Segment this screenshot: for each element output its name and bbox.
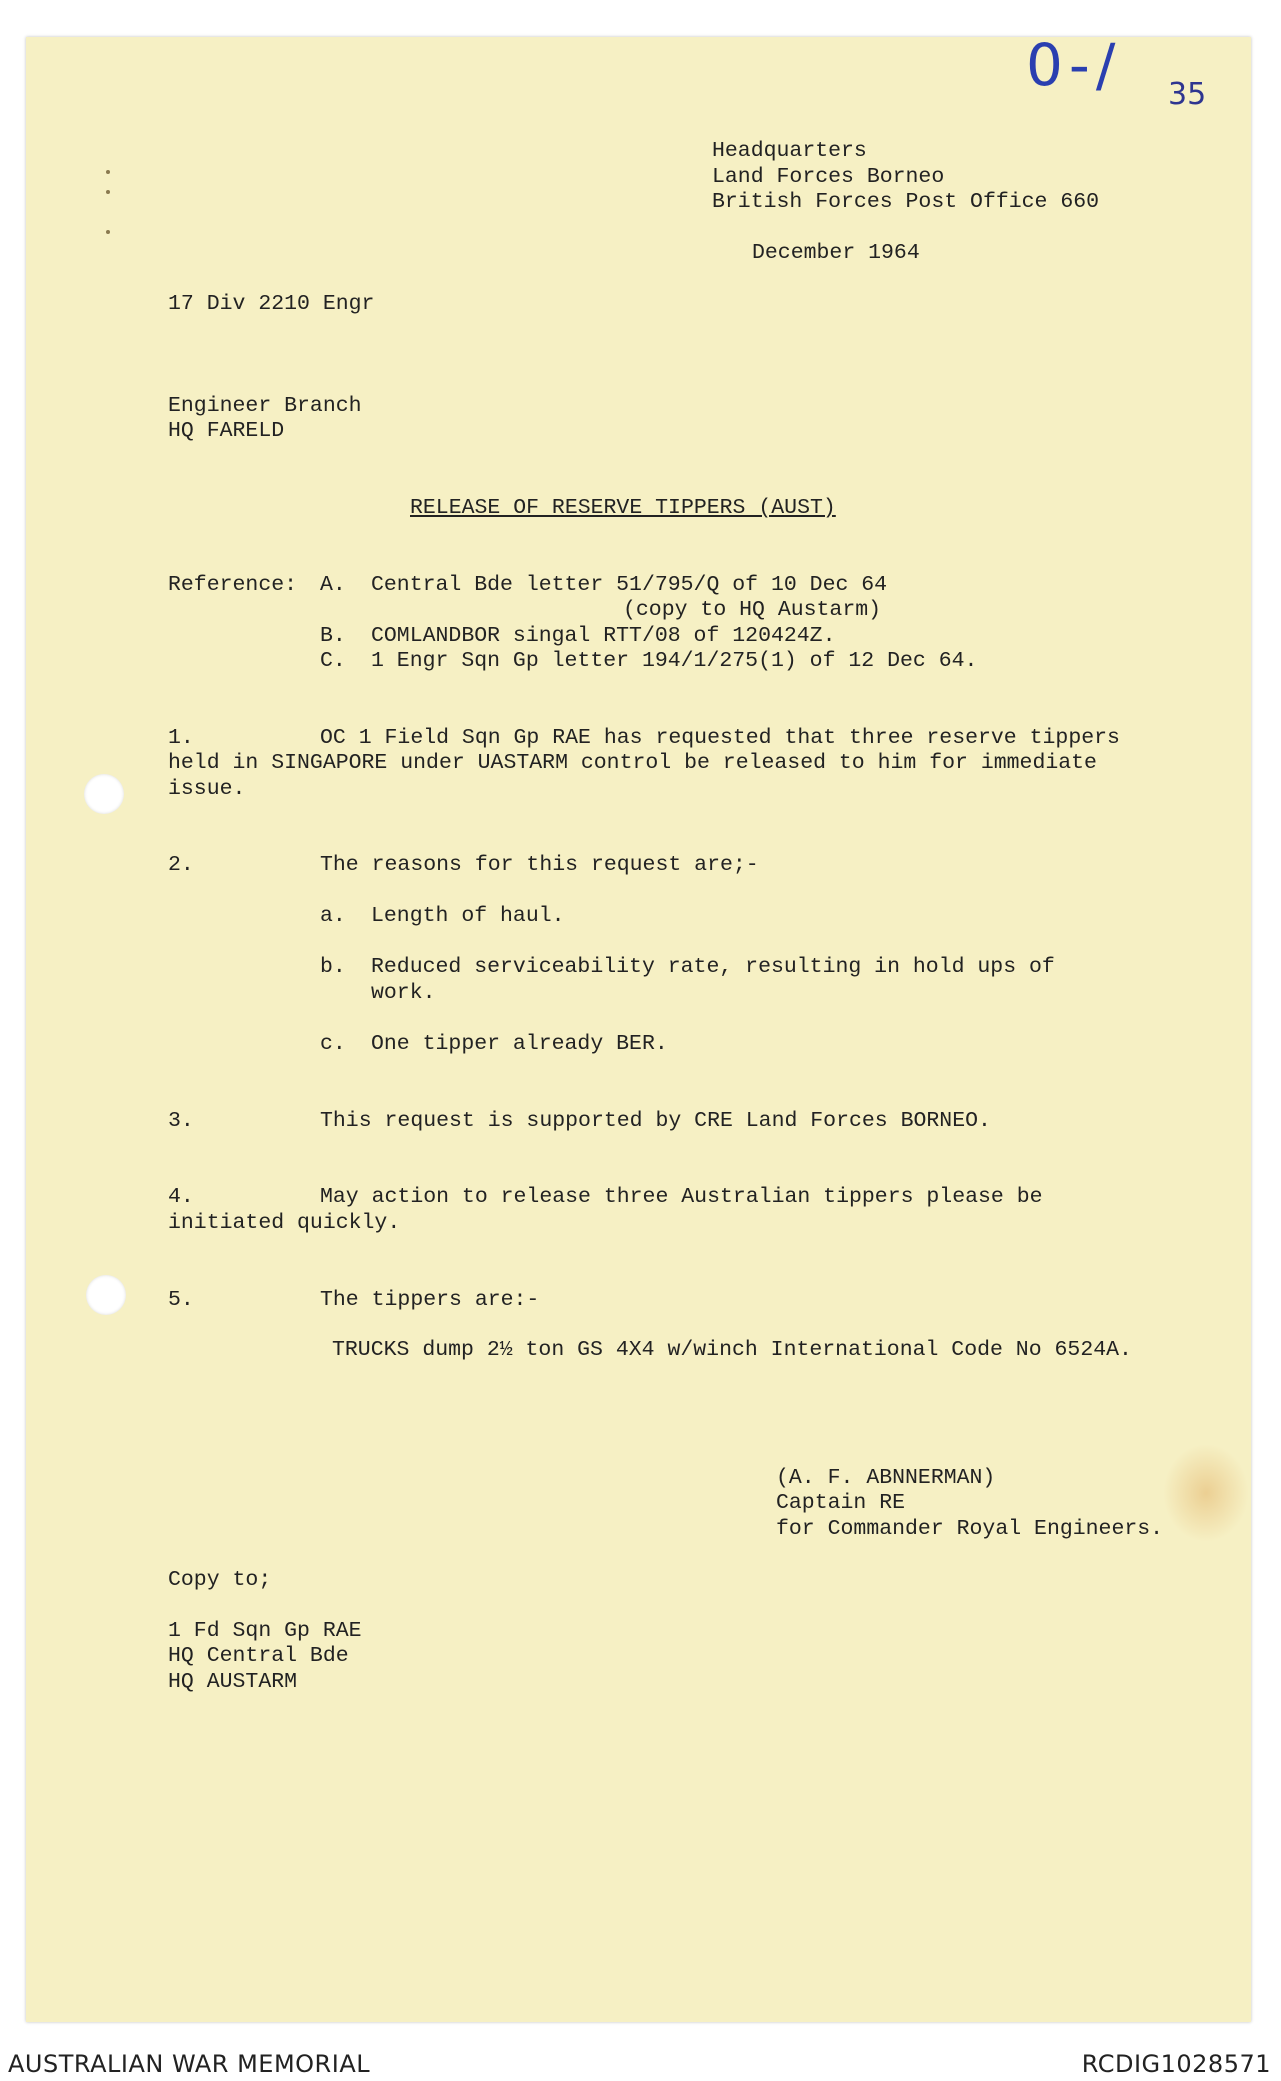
file-reference: 17 Div 2210 Engr xyxy=(168,292,375,316)
reference-text: (copy to HQ Austarm) xyxy=(623,598,882,622)
archive-credit: AUSTRALIAN WAR MEMORIAL xyxy=(8,2050,371,2078)
subparagraph-letter: c. xyxy=(320,1032,346,1056)
signatory-rank: Captain RE xyxy=(776,1491,906,1515)
subparagraph-letter: a. xyxy=(320,904,346,928)
document-page xyxy=(26,31,1251,2022)
reference-text: COMLANDBOR singal RTT/08 of 120424Z. xyxy=(371,624,836,648)
paragraph-number: 1. xyxy=(168,726,194,750)
punch-hole xyxy=(84,774,124,814)
handwritten-page-number: 35 xyxy=(1168,77,1207,112)
subparagraph-text: Length of haul. xyxy=(371,904,565,928)
handwritten-folio-mark: 0-/ xyxy=(1026,31,1122,99)
recipient-line: HQ FARELD xyxy=(168,419,285,443)
paragraph-number: 2. xyxy=(168,853,194,877)
subject-heading: RELEASE OF RESERVE TIPPERS (AUST) xyxy=(410,496,836,520)
paragraph-text: May action to release three Australian tippers please be xyxy=(320,1185,1043,1209)
paragraph-text: initiated quickly. xyxy=(168,1211,401,1235)
reference-letter: C. xyxy=(320,649,346,673)
reference-letter: A. xyxy=(320,573,346,597)
paragraph-number: 4. xyxy=(168,1185,194,1209)
reference-text: Central Bde letter 51/795/Q of 10 Dec 64 xyxy=(371,573,888,597)
signatory-role: for Commander Royal Engineers. xyxy=(776,1517,1164,1541)
signatory-name: (A. F. ABNNERMAN) xyxy=(776,1466,996,1490)
binding-mark xyxy=(106,190,110,194)
paragraph-text: The tippers are:- xyxy=(320,1288,540,1312)
sender-line: Land Forces Borneo xyxy=(712,165,945,189)
sender-line: British Forces Post Office 660 xyxy=(712,190,1100,214)
paragraph-text: The reasons for this request are;- xyxy=(320,853,759,877)
copy-to-label: Copy to; xyxy=(168,1568,272,1592)
copy-to-item: 1 Fd Sqn Gp RAE xyxy=(168,1619,362,1643)
subparagraph-letter: b. xyxy=(320,955,346,979)
paragraph-text: This request is supported by CRE Land Forces BORNEO. xyxy=(320,1109,991,1133)
archive-record-id: RCDIG1028571 xyxy=(1081,2050,1271,2078)
binding-mark xyxy=(106,170,110,174)
punch-hole xyxy=(86,1275,126,1315)
paragraph-text: OC 1 Field Sqn Gp RAE has requested that three reserve tippers xyxy=(320,726,1120,750)
recipient-line: Engineer Branch xyxy=(168,394,362,418)
binding-mark xyxy=(106,230,110,234)
paragraph-number: 3. xyxy=(168,1109,194,1133)
copy-to-item: HQ Central Bde xyxy=(168,1644,349,1668)
reference-label: Reference: xyxy=(168,573,298,597)
subparagraph-text: One tipper already BER. xyxy=(371,1032,668,1056)
copy-to-item: HQ AUSTARM xyxy=(168,1670,298,1694)
sender-line: Headquarters xyxy=(712,139,867,163)
subparagraph-text: work. xyxy=(371,981,436,1005)
letter-date: December 1964 xyxy=(752,241,920,265)
vehicle-description: TRUCKS dump 2½ ton GS 4X4 w/winch International Code No 6524A. xyxy=(332,1338,1132,1362)
paragraph-text: held in SINGAPORE under UASTARM control be released to him for immediate xyxy=(168,751,1097,775)
paragraph-text: issue. xyxy=(168,777,246,801)
subparagraph-text: Reduced serviceability rate, resulting in hold ups of xyxy=(371,955,1055,979)
paragraph-number: 5. xyxy=(168,1288,194,1312)
reference-text: 1 Engr Sqn Gp letter 194/1/275(1) of 12 Dec 64. xyxy=(371,649,978,673)
reference-letter: B. xyxy=(320,624,346,648)
